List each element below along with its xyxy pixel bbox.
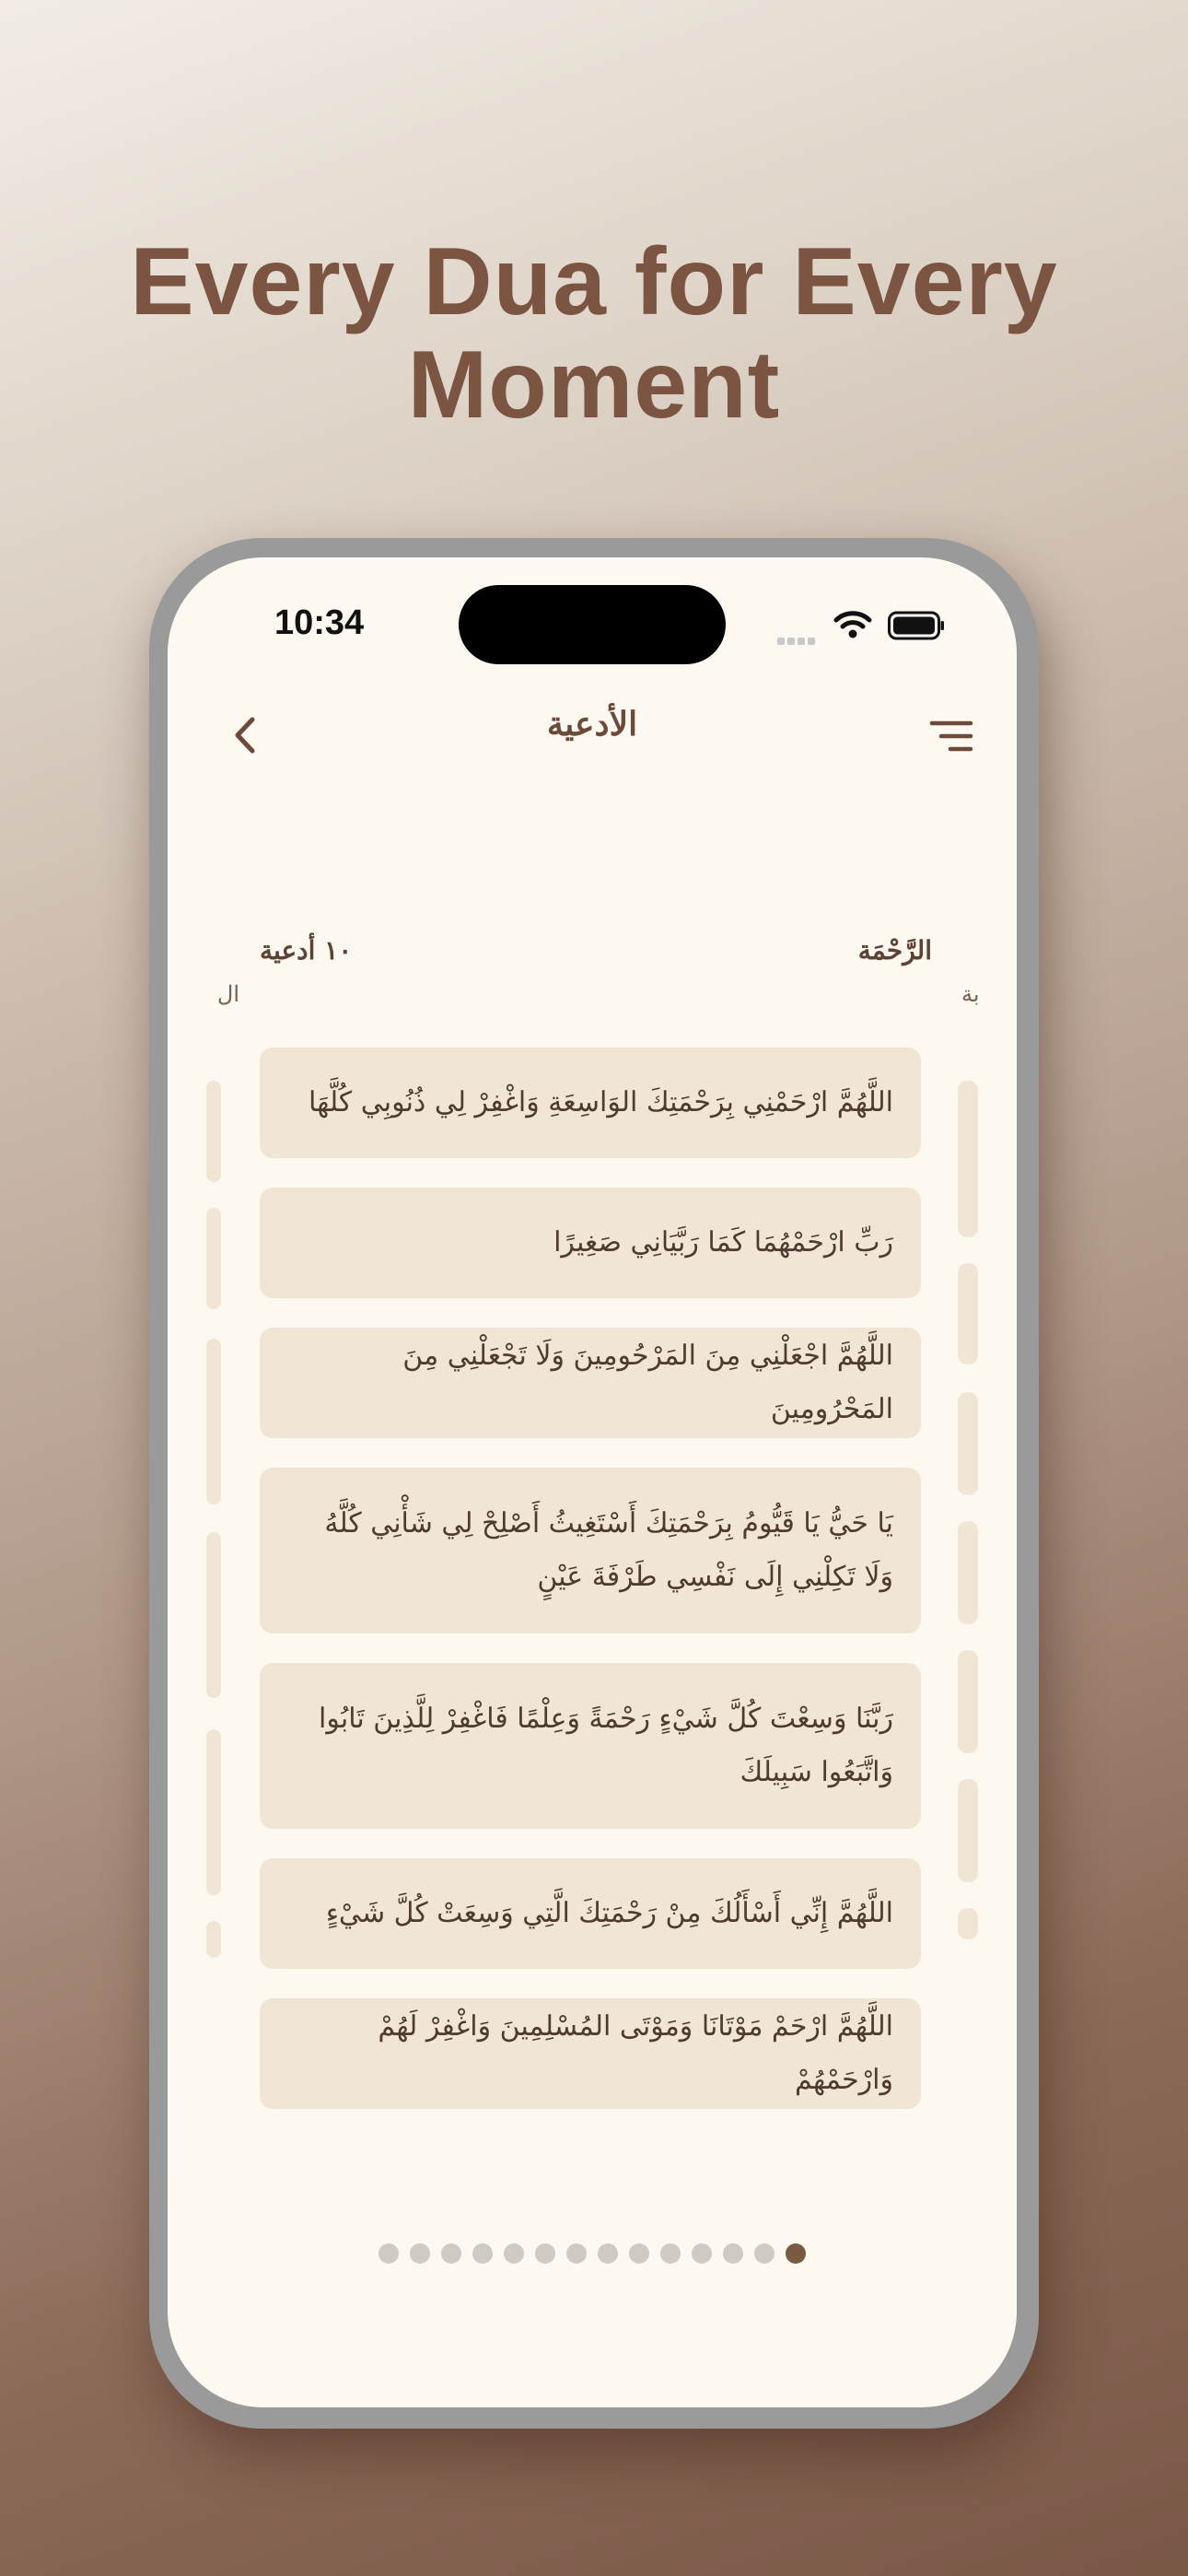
signal-icon [777,631,818,649]
dua-card[interactable] [260,1998,921,2109]
dua-text: يَا حَيُّ يَا قَيُّومُ بِرَحْمَتِكَ أَسْتَغِيثُ أَصْلِحْ لِي شَأْنِي كُلَّهُ وَلَا تَكِلْنِي إِلَى نَفْسِي طَرْفَةَ عَيْنٍ [324,1507,893,1593]
hero-line-2: Moment [407,332,781,439]
dua-text: رَبَّنَا وَسِعْتَ كُلَّ شَيْءٍ رَحْمَةً وَعِلْمًا فَاغْفِرْ لِلَّذِينَ تَابُوا وَاتَّبَعُوا سَبِيلَكَ [319,1703,893,1788]
page-dot[interactable] [379,2243,399,2264]
category-count: ١٠ أدعية [260,935,353,966]
dua-text: اللَّهُمَّ إِنِّي أَسْأَلُكَ مِنْ رَحْمَتِكَ الَّتِي وَسِعَتْ كُلَّ شَيْءٍ [325,1897,893,1929]
prev-page-card [206,1729,221,1895]
dua-card[interactable] [260,1663,921,1829]
next-page-card [958,1779,978,1882]
dua-card[interactable] [260,1858,921,1969]
phone-screen [168,557,1017,2407]
page-dot[interactable] [692,2243,712,2264]
dynamic-island [459,585,726,664]
prev-page-card [206,1339,221,1505]
dua-card[interactable] [260,1468,921,1633]
page-dot[interactable] [629,2243,649,2264]
page-dot-active[interactable] [786,2243,806,2264]
wifi-icon [833,609,873,640]
page-dot[interactable] [472,2243,493,2264]
dua-text: اللَّهُمَّ ارْحَمْنِي بِرَحْمَتِكَ الوَاسِعَةِ وَاغْفِرْ لِي ذُنُوبِي كُلَّهَا [309,1086,893,1118]
prev-page-card [206,1081,221,1182]
prev-page-card [206,1532,221,1698]
page-dot[interactable] [754,2243,775,2264]
next-page-card [958,1650,978,1753]
page-indicator[interactable] [168,2243,1017,2264]
page-dot[interactable] [660,2243,681,2264]
dua-text: اللَّهُمَّ ارْحَمْ مَوْتَانَا وَمَوْتَى المُسْلِمِينَ وَاغْفِرْ لَهُمْ وَارْحَمْهُمْ [378,2010,893,2096]
status-time: 10:34 [274,603,365,642]
next-page-card [958,1081,978,1237]
dua-text: اللَّهُمَّ اجْعَلْنِي مِنَ المَرْحُومِينَ وَلَا تَجْعَلْنِي مِنَ المَحْرُومِينَ [402,1340,893,1425]
page-dot[interactable] [410,2243,430,2264]
next-page-card [958,1392,978,1495]
category-name: الرَّحْمَة [857,935,932,966]
page-dot[interactable] [504,2243,524,2264]
page-dot[interactable] [723,2243,743,2264]
next-page-card [958,1908,978,1939]
prev-category-label: ال [216,981,239,1007]
page-dot[interactable] [598,2243,618,2264]
page-title: الأدعية [546,705,638,744]
next-category-label: بة [961,981,980,1007]
dua-card[interactable] [260,1328,921,1438]
hero-line-1: Every Dua for Every [130,228,1058,335]
page-dot[interactable] [566,2243,587,2264]
prev-page-card [206,1921,221,1958]
page-dot[interactable] [535,2243,555,2264]
hero-heading [0,230,1188,437]
dua-card[interactable] [260,1048,921,1158]
next-page-card [958,1521,978,1624]
dua-text: رَبِّ ارْحَمْهُمَا كَمَا رَبَّيَانِي صَغِيرًا [553,1226,893,1259]
battery-icon [888,611,945,640]
dua-card[interactable] [260,1188,921,1298]
menu-lines-icon[interactable] [928,716,974,756]
next-page-card [958,1263,978,1364]
page-dot[interactable] [441,2243,461,2264]
prev-page-card [206,1208,221,1309]
